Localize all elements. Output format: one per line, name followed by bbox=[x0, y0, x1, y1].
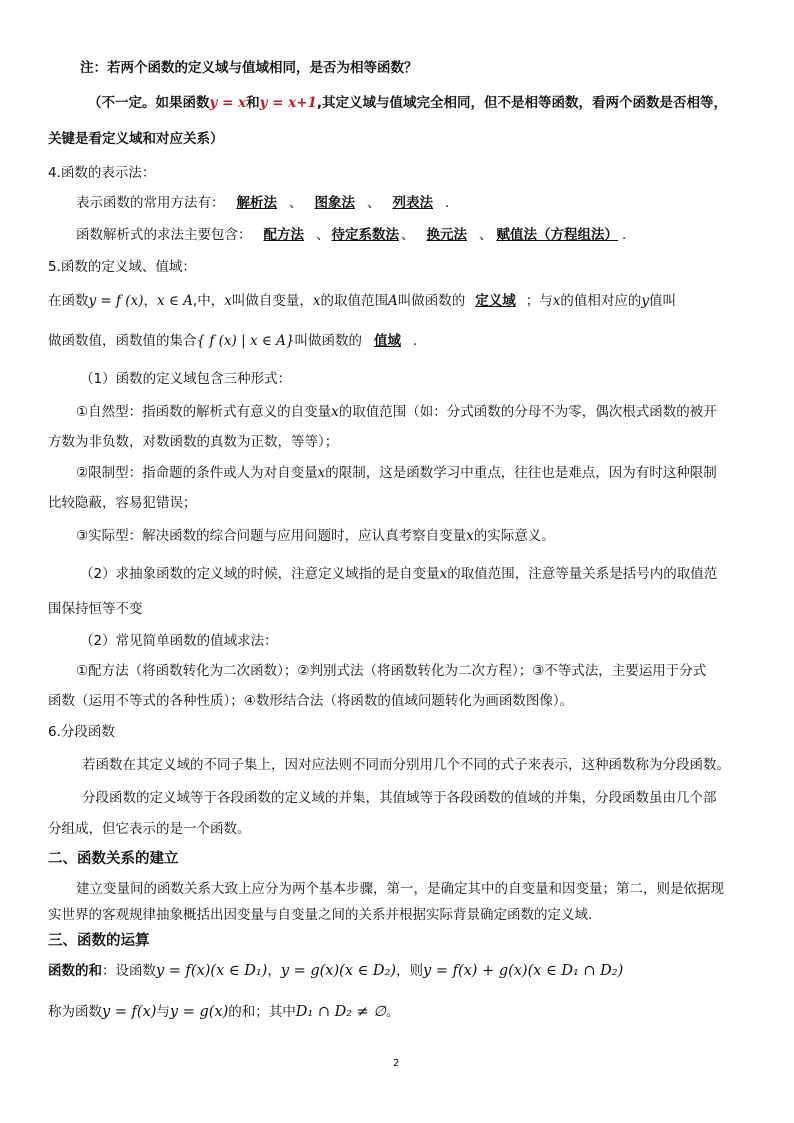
answer-range: 值域 bbox=[373, 333, 401, 349]
section-6-title: 6.分段函数 bbox=[48, 724, 115, 740]
formula-y-x-plus-1: y = x+1 bbox=[259, 95, 317, 111]
range-methods-heading: （2）常见简单函数的值域求法： bbox=[80, 633, 278, 649]
abstract-domain-line2: 围保持恒等不变 bbox=[48, 601, 143, 617]
piecewise-paragraph1: 若函数在其定义域的不同子集上，因对应法则不同而分别用几个不同的式子来表示，这种函数称为分段函数。 bbox=[82, 757, 730, 773]
answer-assignment: 赋值法（方程组法） bbox=[496, 227, 618, 243]
definition-line1: 在函数y = f (x)，x ∈ A,中，x叫做自变量，x的取值范围A叫做函数的 定义域 ；与x的值相对应的y值叫 bbox=[48, 293, 676, 309]
formula-y-x: y = x bbox=[209, 95, 247, 111]
natural-type-line1: ①自然型：指函数的解析式有意义的自变量x的取值范围（如：分式函数的分母不为零，偶次根式函数的被开 bbox=[76, 404, 717, 420]
answer-substitution: 换元法 bbox=[426, 227, 467, 243]
restricted-type-line2: 比较隐蔽，容易犯错误； bbox=[48, 495, 197, 511]
domain-forms-heading: （1）函数的定义域包含三种形式： bbox=[80, 371, 292, 387]
note-answer-line2: 关键是看定义域和对应关系） bbox=[48, 131, 224, 147]
natural-type-line2: 方数为非负数，对数函数的真数为正数，等等）； bbox=[48, 434, 339, 450]
function-sum-line2: 称为函数y = f(x)与y = g(x)的和；其中D₁ ∩ D₂ ≠ ∅。 bbox=[48, 1004, 400, 1020]
abstract-domain-line1: （2）求抽象函数的定义域的时候，注意定义域指的是自变量x的取值范围，注意等量关系是括号内的取值范 bbox=[80, 566, 718, 582]
range-methods-line2: 函数（运用不等式的各种性质）；④数形结合法（将函数的值域问题转化为画函数图像）。 bbox=[48, 693, 574, 709]
part-2-heading: 二、函数关系的建立 bbox=[48, 851, 179, 867]
answer-analytic-method: 解析法 bbox=[236, 195, 277, 211]
function-sum-label: 函数的和 bbox=[48, 963, 102, 979]
answer-domain: 定义域 bbox=[475, 293, 516, 309]
answer-graph-method: 图象法 bbox=[314, 195, 355, 211]
answer-table-method: 列表法 bbox=[392, 195, 433, 211]
definition-line2: 做函数值，函数值的集合{ f (x) | x ∈ A}叫做函数的 值域 . bbox=[48, 333, 418, 349]
formula-methods-line: 函数解析式的求法主要包含： 配方法 、 待定系数法 、 换元法 、 赋值法（方程组法） . bbox=[76, 227, 627, 243]
note-answer-line1: （不一定。如果函数y = x和y = x+1,其定义域与值域完全相同，但不是相等函数，看两个函数是否相等， bbox=[88, 95, 728, 111]
piecewise-paragraph2-line1: 分段函数的定义域等于各段函数的定义域的并集，其值域等于各段函数的值域的并集，分段函数虽由几个部 bbox=[82, 790, 717, 806]
part-2-paragraph-line2: 实世界的客观规律抽象概括出因变量与自变量之间的关系并根据实际背景确定函数的定义域. bbox=[48, 907, 593, 923]
section-5-title: 5.函数的定义域、值域： bbox=[48, 259, 196, 275]
practical-type-line: ③实际型：解决函数的综合问题与应用问题时，应认真考察自变量x的实际意义。 bbox=[76, 528, 555, 544]
restricted-type-line1: ②限制型：指命题的条件或人为对自变量x的限制，这是函数学习中重点，往往也是难点，因为有时这种限制 bbox=[76, 465, 717, 481]
answer-undetermined-coefficients: 待定系数法 bbox=[331, 227, 399, 243]
function-sum-line1: 函数的和：设函数y = f(x)(x ∈ D₁)，y = g(x)(x ∈ D₂)，则y = f(x) + g(x)(x ∈ D₁ ∩ D₂) bbox=[48, 963, 624, 979]
section-4-title: 4.函数的表示法： bbox=[48, 165, 156, 181]
representation-methods-line: 表示函数的常用方法有： 解析法 、 图象法 、 列表法 . bbox=[76, 195, 450, 211]
part-3-heading: 三、函数的运算 bbox=[48, 933, 150, 949]
piecewise-paragraph2-line2: 分组成，但它表示的是一个函数。 bbox=[48, 821, 251, 837]
note-question: 注：若两个函数的定义域与值域相同，是否为相等函数？ bbox=[80, 60, 418, 76]
part-2-paragraph-line1: 建立变量间的函数关系大致上应分为两个基本步骤，第一，是确定其中的自变量和因变量；第二，则是依据现 bbox=[76, 881, 724, 897]
answer-complete-square: 配方法 bbox=[263, 227, 304, 243]
range-methods-line1: ①配方法（将函数转化为二次函数）；②判别式法（将函数转化为二次方程）；③不等式法，主要运用于分式 bbox=[76, 663, 707, 679]
page-number: 2 bbox=[393, 1058, 400, 1069]
